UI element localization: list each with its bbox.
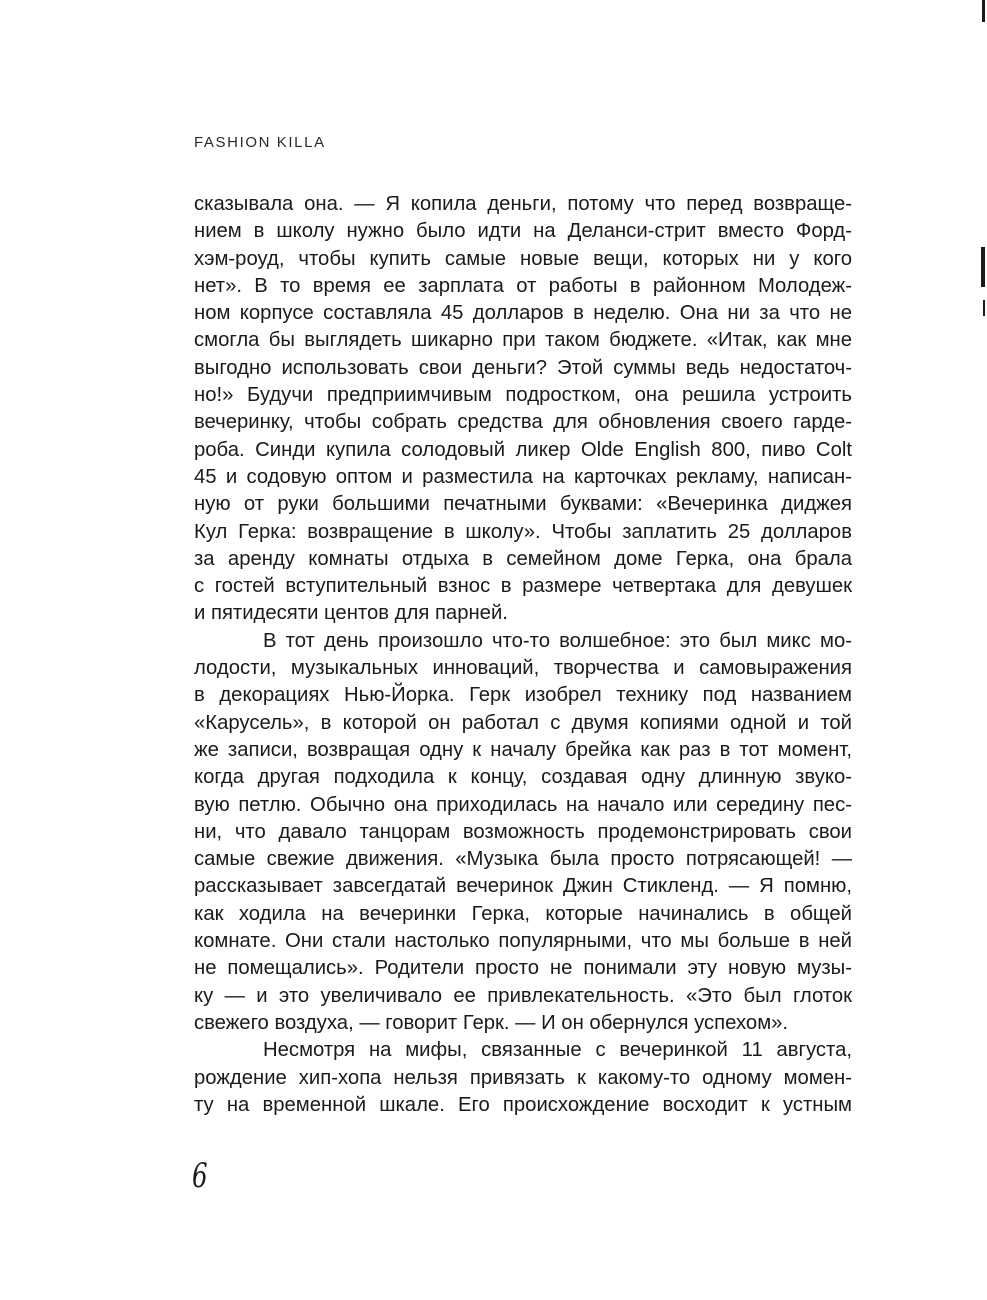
running-head: FASHION KILLA <box>194 134 326 151</box>
text-line: «Карусель», в которой он работал с двумя копиями одной и той <box>194 711 852 734</box>
page-edge-mark <box>982 0 985 22</box>
text-line: лодости, музыкальных инноваций, творчества и самовыражения <box>194 657 852 680</box>
text-line: 45 и содовую оптом и разместила на карточках рекламу, написан- <box>194 465 852 488</box>
text-line: вечеринку, чтобы собрать средства для обновления своего гарде- <box>194 411 852 434</box>
page-edge-mark <box>981 247 985 287</box>
text-line: ную от руки большими печатными буквами: «Вечеринка диджея <box>194 493 852 516</box>
text-line: рассказывает завсегдатай вечеринок Джин Стикленд. — Я помню, <box>194 875 852 898</box>
text-line: В тот день произошло что-то волшебное: это был микс мо- <box>263 629 852 652</box>
text-line: рождение хип-хопа нельзя привязать к какому-то одному момен- <box>194 1066 852 1089</box>
text-line: вую петлю. Обычно она приходилась на начало или середину пес- <box>194 793 852 816</box>
text-line: ном корпусе составляла 45 долларов в неделю. Она ни за что не <box>194 302 852 325</box>
text-line: когда другая подходила к концу, создавая одну длинную звуко- <box>194 766 852 789</box>
text-line: Несмотря на мифы, связанные с вечеринкой 11 августа, <box>263 1039 852 1062</box>
text-line: свежего воздуха, — говорит Герк. — И он обернулся успехом». <box>194 1011 789 1034</box>
text-line: хэм-роуд, чтобы купить самые новые вещи, которых ни у кого <box>194 247 852 270</box>
text-line: сказывала она. — Я копила деньги, потому что перед возвраще- <box>194 193 852 215</box>
text-line: с гостей вступительный взнос в размере четвертака для девушек <box>194 575 852 598</box>
page-number: 6 <box>192 1156 208 1196</box>
text-line: нием в школу нужно было идти на Деланси-стрит вместо Форд- <box>194 220 852 243</box>
text-line: выгодно использовать свои деньги? Этой суммы ведь недостаточ- <box>194 356 852 379</box>
text-line: нет». В то время ее зарплата от работы в районном Молодеж- <box>194 274 852 297</box>
text-line: ку — и это увеличивало ее привлекательность. «Это был глоток <box>194 984 852 1007</box>
text-line: как ходила на вечеринки Герка, которые начинались в общей <box>194 902 852 925</box>
text-line: и пятидесяти центов для парней. <box>194 602 508 625</box>
text-line: в декорациях Нью-Йорка. Герк изобрел технику под названием <box>194 684 852 707</box>
page-edge-mark <box>983 300 985 316</box>
text-line: Кул Герка: возвращение в школу». Чтобы заплатить 25 долларов <box>194 520 852 543</box>
text-line: смогла бы выглядеть шикарно при таком бюджете. «Итак, как мне <box>194 329 852 352</box>
text-line: роба. Синди купила солодовый ликер Olde English 800, пиво Colt <box>194 438 852 461</box>
text-line: ту на временной шкале. Его происхождение восходит к устным <box>194 1093 852 1116</box>
text-line: не помещались». Родители просто не понимали эту новую музы- <box>194 957 852 980</box>
text-line: самые свежие движения. «Музыка была просто потрясающей! — <box>194 848 852 871</box>
text-line: комнате. Они стали настолько популярными, что мы больше в ней <box>194 930 852 953</box>
text-line: но!» Будучи предприимчивым подростком, она решила устроить <box>194 384 852 407</box>
text-line: за аренду комнаты отдыха в семейном доме Герка, она брала <box>194 547 852 570</box>
text-line: же записи, возвращая одну к началу брейка как раз в тот момент, <box>194 738 852 761</box>
body-text <box>194 191 852 1119</box>
text-line: ни, что давало танцорам возможность продемонстрировать свои <box>194 820 852 843</box>
